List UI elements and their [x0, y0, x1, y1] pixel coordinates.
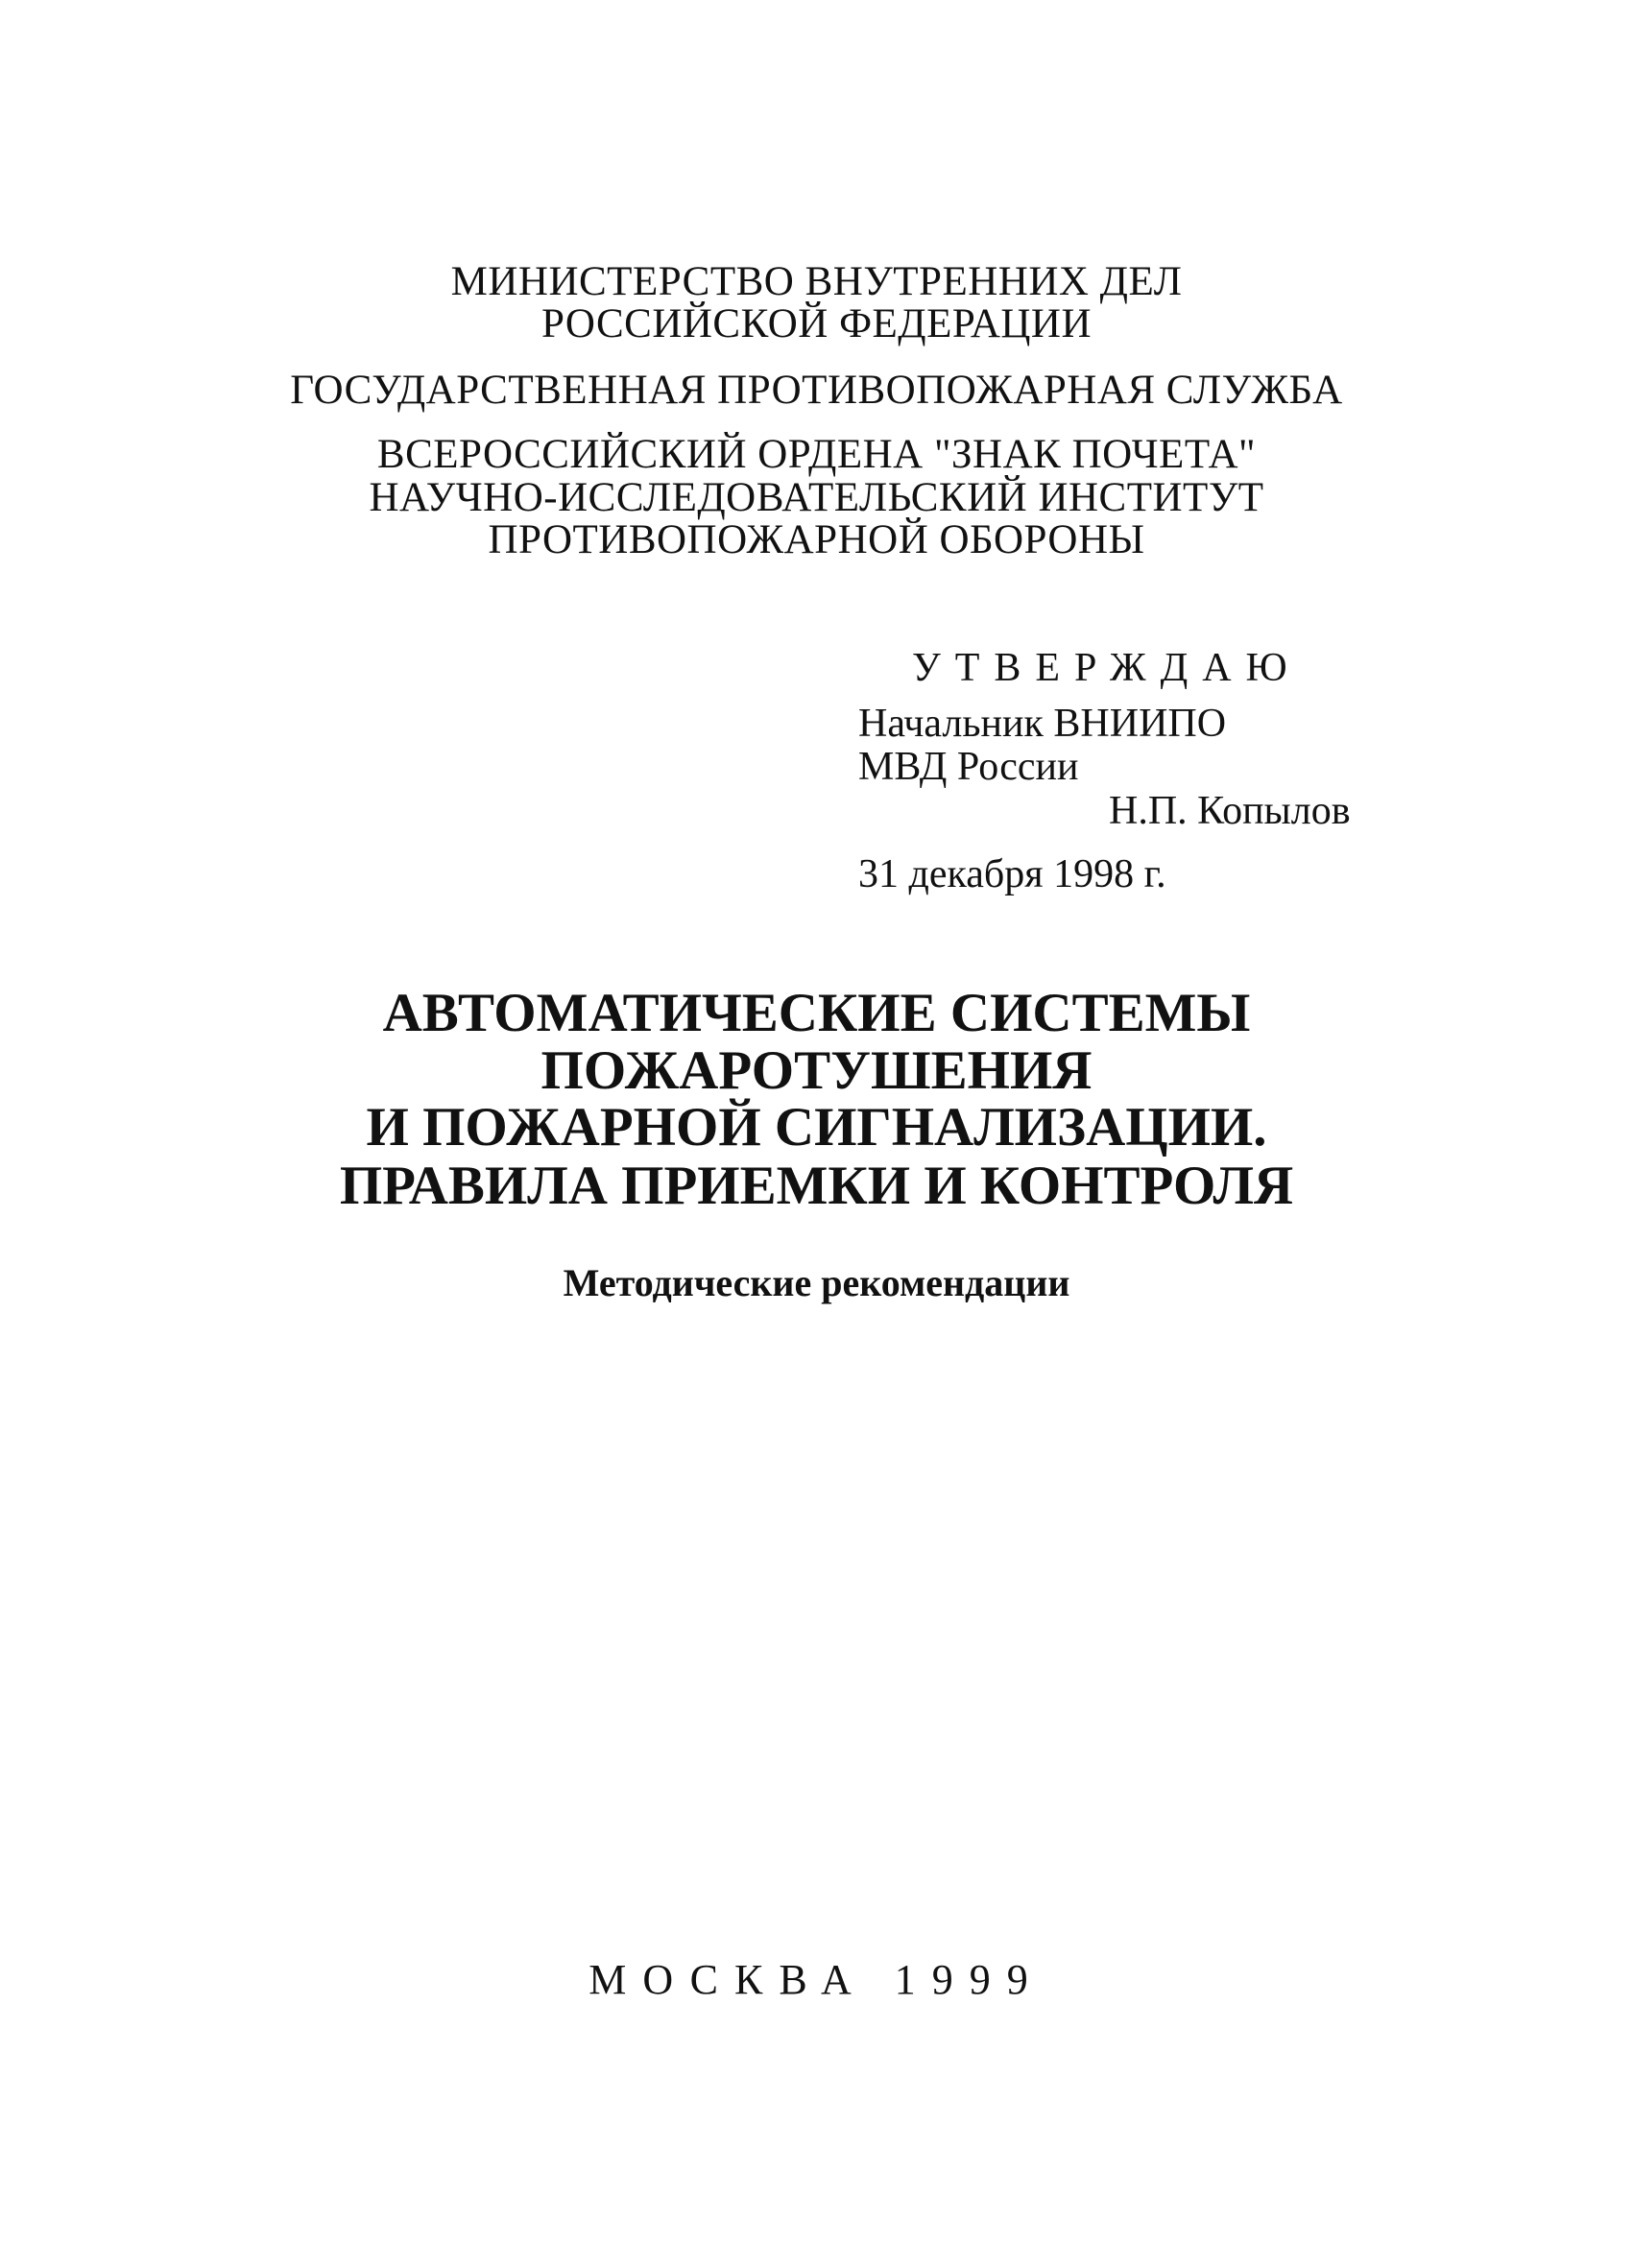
ministry-line-1: МИНИСТЕРСТВО ВНУТРЕННИХ ДЕЛ — [450, 259, 1183, 304]
institute-line-3: ПРОТИВОПОЖАРНОЙ ОБОРОНЫ — [488, 517, 1145, 562]
approval-date: 31 декабря 1998 г. — [858, 852, 1166, 896]
city-year: МОСКВА 1999 — [588, 1956, 1045, 2003]
institute-line-1: ВСЕРОССИЙСКИЙ ОРДЕНА "ЗНАК ПОЧЕТА" — [376, 432, 1257, 477]
approval-position-line-2: МВД России — [858, 745, 1079, 789]
institute-line-2: НАУЧНО-ИССЛЕДОВАТЕЛЬСКИЙ ИНСТИТУТ — [369, 475, 1264, 520]
title-line-2: ПОЖАРОТУШЕНИЯ — [540, 1040, 1093, 1101]
document-subtitle: Методические рекомендации — [563, 1261, 1070, 1304]
ministry-line-2: РОССИЙСКОЙ ФЕДЕРАЦИИ — [540, 301, 1093, 346]
service-line: ГОСУДАРСТВЕННАЯ ПРОТИВОПОЖАРНАЯ СЛУЖБА — [290, 368, 1343, 413]
title-line-4: ПРАВИЛА ПРИЕМКИ И КОНТРОЛЯ — [339, 1156, 1294, 1216]
title-line-3: И ПОЖАРНОЙ СИГНАЛИЗАЦИИ. — [366, 1097, 1267, 1158]
approval-heading: УТВЕРЖДАЮ — [912, 646, 1302, 690]
approval-signatory: Н.П. Копылов — [1109, 789, 1351, 833]
title-line-1: АВТОМАТИЧЕСКИЕ СИСТЕМЫ — [382, 983, 1251, 1043]
approval-position-line-1: Начальник ВНИИПО — [858, 702, 1227, 746]
